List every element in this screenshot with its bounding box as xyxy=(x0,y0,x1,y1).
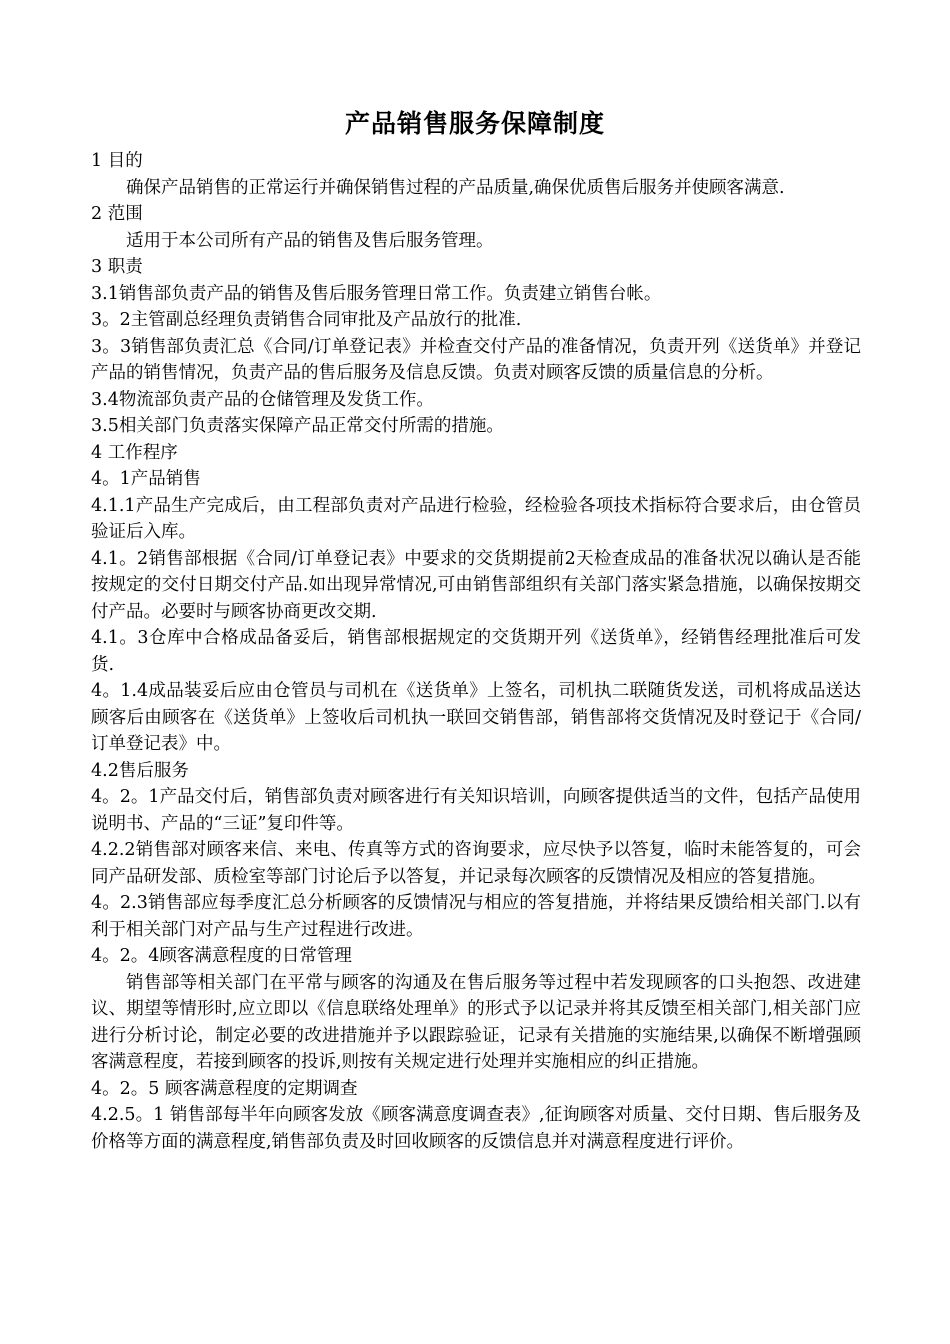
paragraph-purpose: 确保产品销售的正常运行并确保销售过程的产品质量,确保优质售后服务并使顾客满意. xyxy=(126,177,785,198)
subsection-heading-4-2-5: 4。2。5 顾客满意程度的定期调查 xyxy=(91,1078,358,1099)
paragraph-4-1-4: 4。1.4成品装妥后应由仓管员与司机在《送货单》上签名，司机执二联随货发送，司机将成品送达顾客后由顾客在《送货单》上签收后司机执一联回交销售部，销售部将交货情况及时登记于《合同/订单登记表》中。 xyxy=(91,681,861,754)
paragraph-4-1-2: 4.1。2销售部根据《合同/订单登记表》中要求的交货期提前2天检查成品的准备状况以确认是否能按规定的交付日期交付产品.如出现异常情况,可由销售部组织有关部门落实紧急措施，以确保按期交付产品。必要时与顾客协商更改交期. xyxy=(91,548,861,622)
subsection-heading-sales: 4。1产品销售 xyxy=(91,469,201,489)
document-body xyxy=(91,148,861,1155)
paragraph-4-2-1: 4。2。1产品交付后，销售部负责对顾客进行有关知识培训，向顾客提供适当的文件，包括产品使用说明书、产品的“三证”复印件等。 xyxy=(91,787,861,834)
paragraph-3-1: 3.1销售部负责产品的销售及售后服务管理日常工作。负责建立销售台帐。 xyxy=(91,283,662,304)
paragraph-3-4: 3.4物流部负责产品的仓储管理及发货工作。 xyxy=(91,389,434,410)
section-heading-responsibilities: 3 职责 xyxy=(91,257,143,277)
paragraph-3-5: 3.5相关部门负责落实保障产品正常交付所需的措施。 xyxy=(91,416,504,436)
paragraph-4-1-1: 4.1.1产品生产完成后，由工程部负责对产品进行检验，经检验各项技术指标符合要求后，由仓管员验证后入库。 xyxy=(91,495,861,542)
paragraph-4-2-3: 4。2.3销售部应每季度汇总分析顾客的反馈情况与相应的答复措施，并将结果反馈给相关部门.以有利于相关部门对产品与生产过程进行改进。 xyxy=(91,893,861,940)
paragraph-3-3: 3。3销售部负责汇总《合同/订单登记表》并检查交付产品的准备情况，负责开列《送货单》并登记产品的销售情况，负责产品的售后服务及信息反馈。负责对顾客反馈的质量信息的分析。 xyxy=(91,336,861,383)
section-heading-procedure: 4 工作程序 xyxy=(91,442,178,463)
paragraph-4-2-5-1: 4.2.5。1 销售部每半年向顾客发放《顾客满意度调查表》,征询顾客对质量、交付日期、售后服务及价格等方面的满意程度,销售部负责及时回收顾客的反馈信息并对满意程度进行评价。 xyxy=(91,1105,861,1152)
paragraph-3-2: 3。2主管副总经理负责销售合同审批及产品放行的批准. xyxy=(91,310,522,330)
section-heading-purpose: 1 目的 xyxy=(91,151,143,171)
paragraph-4-2-4: 销售部等相关部门在平常与顾客的沟通及在售后服务等过程中若发现顾客的口头抱怨、改进建议、期望等情形时,应立即以《信息联络处理单》的形式予以记录并将其反馈至相关部门,相关部门应进行分析讨论，制定必要的改进措施并予以跟踪验证，记录有关措施的实施结果,以确保不断增强顾客满意程度，若接到顾客的投诉,则按有关规定进行处理并实施相应的纠正措施。 xyxy=(91,972,861,1072)
document-title: 产品销售服务保障制度 xyxy=(344,109,605,138)
subsection-heading-4-2-4: 4。2。4顾客满意程度的日常管理 xyxy=(91,946,352,966)
paragraph-4-2-2: 4.2.2销售部对顾客来信、来电、传真等方式的咨询要求，应尽快予以答复，临时未能答复的，可会同产品研发部、质检室等部门讨论后予以答复，并记录每次顾客的反馈情况及相应的答复措施。 xyxy=(91,840,861,887)
paragraph-4-1-3: 4.1。3仓库中合格成品备妥后，销售部根据规定的交货期开列《送货单》，经销售经理批准后可发货. xyxy=(91,628,861,675)
section-heading-scope: 2 范围 xyxy=(91,204,143,224)
subsection-heading-after-sales: 4.2售后服务 xyxy=(91,760,189,781)
paragraph-scope: 适用于本公司所有产品的销售及售后服务管理。 xyxy=(126,230,494,251)
